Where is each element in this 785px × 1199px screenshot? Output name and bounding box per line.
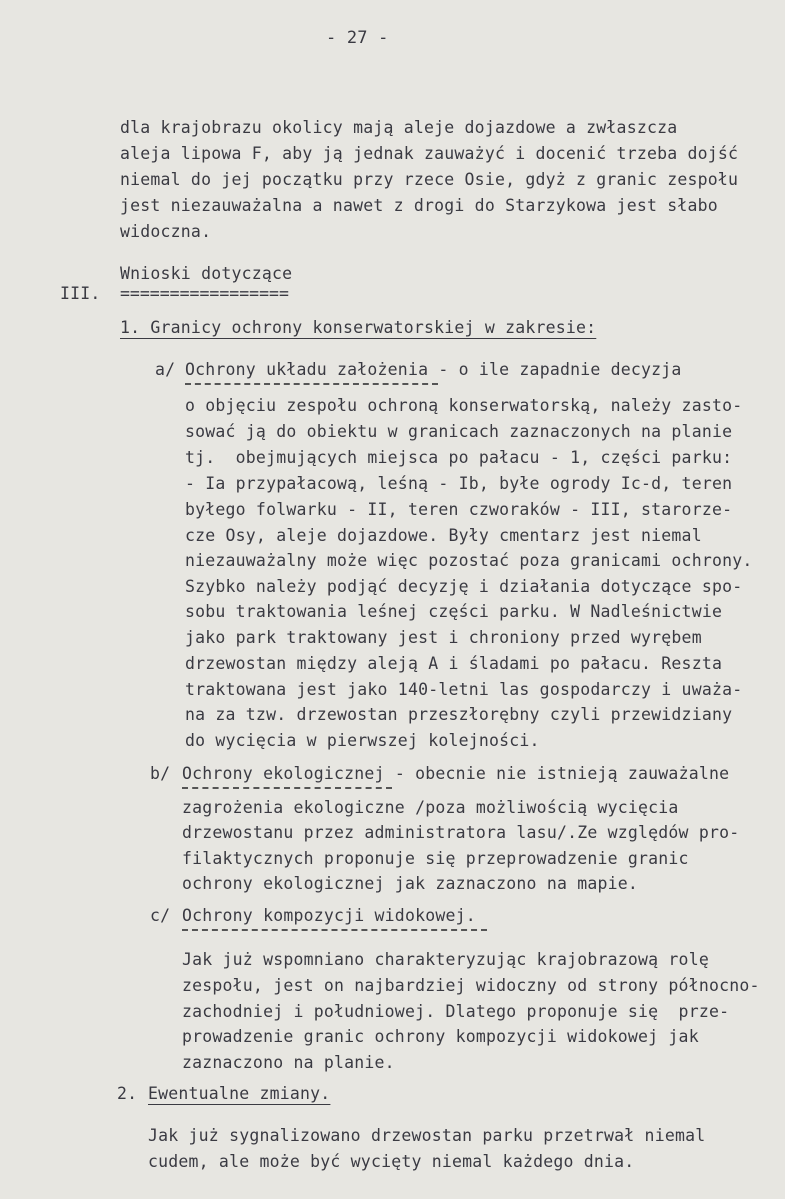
intro-line: widoczna. — [120, 222, 212, 241]
b-line: zagrożenia ekologiczne /poza możliwością wycięcia — [182, 798, 679, 817]
a-line: traktowana jest jako 140-letni las gospodarczy i uważa- — [185, 680, 743, 699]
b-heading-tail: - obecnie nie istnieją zauważalne — [384, 764, 730, 783]
b-heading-underline — [182, 787, 392, 789]
item-1-label: 1. Granicy ochrony konserwatorskiej w zakresie: — [120, 318, 597, 337]
a-line: Szybko należy podjąć decyzję i działania dotyczące spo- — [185, 577, 743, 596]
a-line: tj. obejmujących miejsca po pałacu - 1, części parku: — [185, 448, 733, 467]
c-heading-line — [182, 906, 476, 926]
a-line: o objęciu zespołu ochroną konserwatorską, należy zasto- — [185, 396, 743, 415]
b-heading-line — [182, 764, 729, 784]
item-2-heading: Ewentualne zmiany. — [148, 1084, 331, 1103]
c-heading-underline — [182, 929, 487, 931]
a-heading-line — [185, 360, 682, 380]
b-line: filaktycznych proponuje się przeprowadzenie granic — [182, 849, 689, 868]
a-line: byłego folwarku - II, teren czworaków - III, starorze- — [185, 500, 733, 519]
a-line: drzewostan między aleją A i śladami po pałacu. Reszta — [185, 654, 723, 673]
c-line: Jak już wspomniano charakteryzując krajobrazową rolę — [182, 950, 709, 969]
a-heading-tail: - o ile zapadnie decyzja — [428, 360, 682, 379]
section-title-underline: ================= — [120, 284, 289, 303]
item-2-line: Jak już sygnalizowano drzewostan parku przetrwał niemal — [148, 1126, 706, 1145]
a-heading: Ochrony układu założenia — [185, 360, 429, 379]
a-line: do wycięcia w pierwszej kolejności. — [185, 731, 540, 750]
a-line: sobu traktowania leśnej części parku. W Nadleśnictwie — [185, 602, 723, 621]
c-line: zespołu, jest on najbardziej widoczny od strony północno- — [182, 976, 760, 995]
c-line: prowadzenie granic ochrony kompozycji widokowej jak — [182, 1027, 699, 1046]
item-1-heading — [120, 318, 596, 338]
section-title: Wnioski dotyczące — [120, 264, 293, 283]
a-line: na za tzw. drzewostan przeszłorębny czyli przewidziany — [185, 705, 733, 724]
item-2-line: cudem, ale może być wycięty niemal każdego dnia. — [148, 1152, 635, 1171]
page-number: - 27 - — [326, 28, 389, 48]
b-heading: Ochrony ekologicznej — [182, 764, 385, 783]
intro-line: aleja lipowa F, aby ją jednak zauważyć i docenić trzeba dojść — [120, 144, 739, 163]
a-line: - Ia przypałacową, leśną - Ib, byłe ogrody Ic-d, teren — [185, 474, 733, 493]
a-line: sować ją do obiektu w granicach zaznaczonych na planie — [185, 422, 733, 441]
c-heading: Ochrony kompozycji widokowej. — [182, 906, 476, 925]
section-number: III. — [60, 284, 101, 303]
b-marker: b/ — [150, 764, 171, 783]
a-line: jako park traktowany jest i chroniony przed wyrębem — [185, 628, 702, 647]
item-2-number: 2. — [117, 1084, 138, 1103]
c-line: zaznaczono na planie. — [182, 1053, 395, 1072]
b-line: ochrony ekologicznej jak zaznaczono na mapie. — [182, 874, 639, 893]
b-line: drzewostanu przez administratora lasu/.Ze względów pro- — [182, 823, 740, 842]
intro-line: niemal do jej początku przy rzece Osie, gdyż z granic zespołu — [120, 170, 739, 189]
a-line: cze Osy, aleje dojazdowe. Były cmentarz jest niemal — [185, 526, 702, 545]
c-marker: c/ — [150, 906, 171, 925]
item-2-heading-line — [148, 1084, 330, 1104]
intro-line: jest niezauważalna a nawet z drogi do Starzykowa jest słabo — [120, 196, 718, 215]
a-marker: a/ — [155, 360, 176, 379]
a-heading-underline — [185, 383, 438, 385]
intro-line: dla krajobrazu okolicy mają aleje dojazdowe a zwłaszcza — [120, 118, 678, 137]
c-line: zachodniej i południowej. Dlatego proponuje się prze- — [182, 1002, 730, 1021]
a-line: niezauważalny może więc pozostać poza granicami ochrony. — [185, 551, 753, 570]
